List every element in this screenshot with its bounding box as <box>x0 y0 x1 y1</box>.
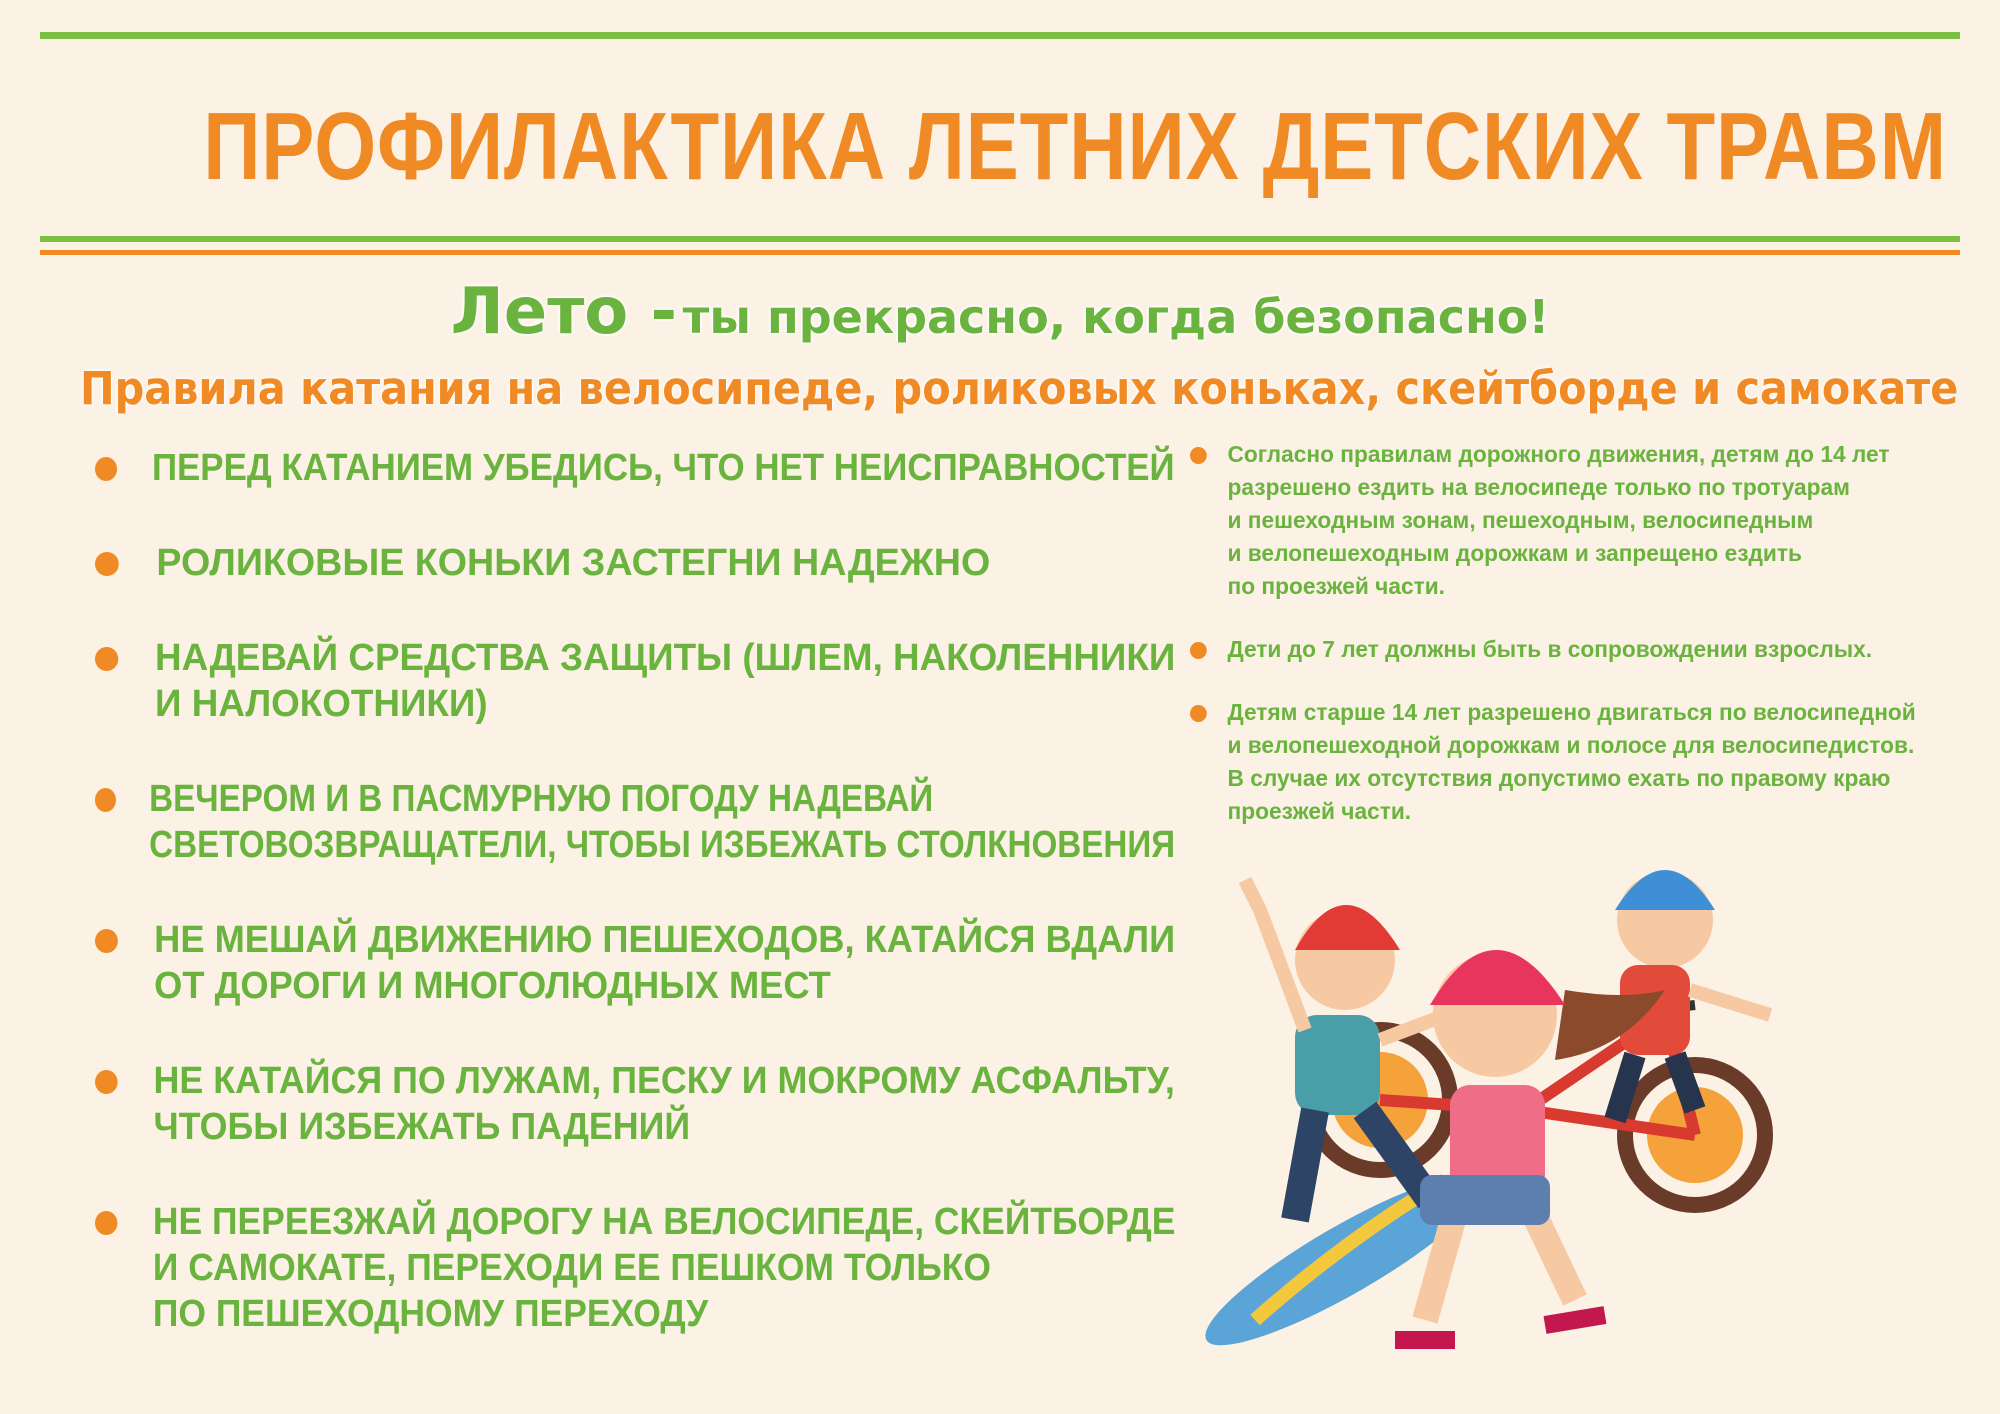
bullet-icon <box>95 457 117 481</box>
list-item-line: ЧТОБЫ ИЗБЕЖАТЬ ПАДЕНИЙ <box>153 1106 691 1148</box>
list-item <box>95 445 1175 491</box>
bullet-icon <box>1190 705 1207 722</box>
list-item-line: И НАЛОКОТНИКИ) <box>155 683 488 725</box>
slogan <box>0 275 2000 349</box>
slogan-big: Лето - <box>450 275 678 349</box>
list-item-line: ОТ ДОРОГИ И МНОГОЛЮДНЫХ МЕСТ <box>154 965 831 1007</box>
list-item-line: В случае их отсутствия допустимо ехать по правому краю <box>1227 765 1891 791</box>
list-item-line: проезжей части. <box>1227 798 1412 824</box>
list-item-line: НЕ КАТАЙСЯ ПО ЛУЖАМ, ПЕСКУ И МОКРОМУ АСФАЛЬТУ, <box>153 1060 1175 1102</box>
bullet-icon <box>95 552 119 576</box>
rules-heading: Правила катания на велосипеде, роликовых коньках, скейтборде и самокате <box>80 362 1959 415</box>
bullet-icon <box>1190 447 1207 464</box>
list-item-line: НЕ МЕШАЙ ДВИЖЕНИЮ ПЕШЕХОДОВ, КАТАЙСЯ ВДАЛИ <box>154 919 1176 961</box>
list-item <box>95 540 1175 586</box>
list-item <box>95 776 1176 868</box>
bullet-icon <box>95 788 116 812</box>
right-rules-list <box>1190 438 1970 858</box>
list-item <box>95 1058 1175 1150</box>
left-rules-list <box>95 445 1185 1386</box>
list-item-line: ПЕРЕД КАТАНИЕМ УБЕДИСЬ, ЧТО НЕТ НЕИСПРАВНОСТЕЙ <box>151 447 1175 489</box>
list-item-line: по проезжей части. <box>1227 573 1445 599</box>
kids-illustration <box>1195 800 1985 1390</box>
list-item <box>95 1199 1176 1337</box>
top-green-rule <box>40 32 1960 39</box>
list-item-line: СВЕТОВОЗВРАЩАТЕЛИ, ЧТОБЫ ИЗБЕЖАТЬ СТОЛКНОВЕНИЯ <box>149 824 1176 866</box>
list-item-line: Дети до 7 лет должны быть в сопровождении взрослых. <box>1227 636 1873 662</box>
bullet-icon <box>1190 642 1207 659</box>
list-item-line: НЕ ПЕРЕЕЗЖАЙ ДОРОГУ НА ВЕЛОСИПЕДЕ, СКЕЙТБОРДЕ <box>152 1201 1176 1243</box>
slogan-rest: ты прекрасно, когда безопасно! <box>682 290 1550 344</box>
list-item-line: ПО ПЕШЕХОДНОМУ ПЕРЕХОДУ <box>152 1293 709 1335</box>
bullet-icon <box>95 929 118 953</box>
list-item <box>1190 633 1960 666</box>
list-item-line: НАДЕВАЙ СРЕДСТВА ЗАЩИТЫ (ШЛЕМ, НАКОЛЕННИКИ <box>155 637 1176 679</box>
list-item <box>95 917 1176 1009</box>
list-item-line: ВЕЧЕРОМ И В ПАСМУРНУЮ ПОГОДУ НАДЕВАЙ <box>149 778 934 820</box>
bullet-icon <box>95 1070 118 1094</box>
orange-divider <box>40 250 1960 255</box>
list-item <box>1190 438 1960 603</box>
page-title: ПРОФИЛАКТИКА ЛЕТНИХ ДЕТСКИХ ТРАВМ <box>203 93 1947 200</box>
list-item-line: Согласно правилам дорожного движения, детям до 14 лет <box>1227 441 1890 467</box>
bullet-icon <box>95 1211 117 1235</box>
list-item-line: разрешено ездить на велосипеде только по тротуарам <box>1227 474 1850 500</box>
green-divider <box>40 236 1960 242</box>
bullet-icon <box>95 647 118 671</box>
list-item-line: и велопешеходным дорожкам и запрещено ездить <box>1227 540 1802 566</box>
list-item-line: И САМОКАТЕ, ПЕРЕХОДИ ЕЕ ПЕШКОМ ТОЛЬКО <box>152 1247 991 1289</box>
list-item-line: и пешеходным зонам, пешеходным, велосипедным <box>1227 507 1814 533</box>
list-item-line: Детям старше 14 лет разрешено двигаться по велосипедной <box>1227 699 1916 725</box>
list-item-line: и велопешеходной дорожкам и полосе для велосипедистов. <box>1227 732 1915 758</box>
list-item-line: РОЛИКОВЫЕ КОНЬКИ ЗАСТЕГНИ НАДЕЖНО <box>156 542 991 584</box>
list-item <box>95 635 1176 727</box>
